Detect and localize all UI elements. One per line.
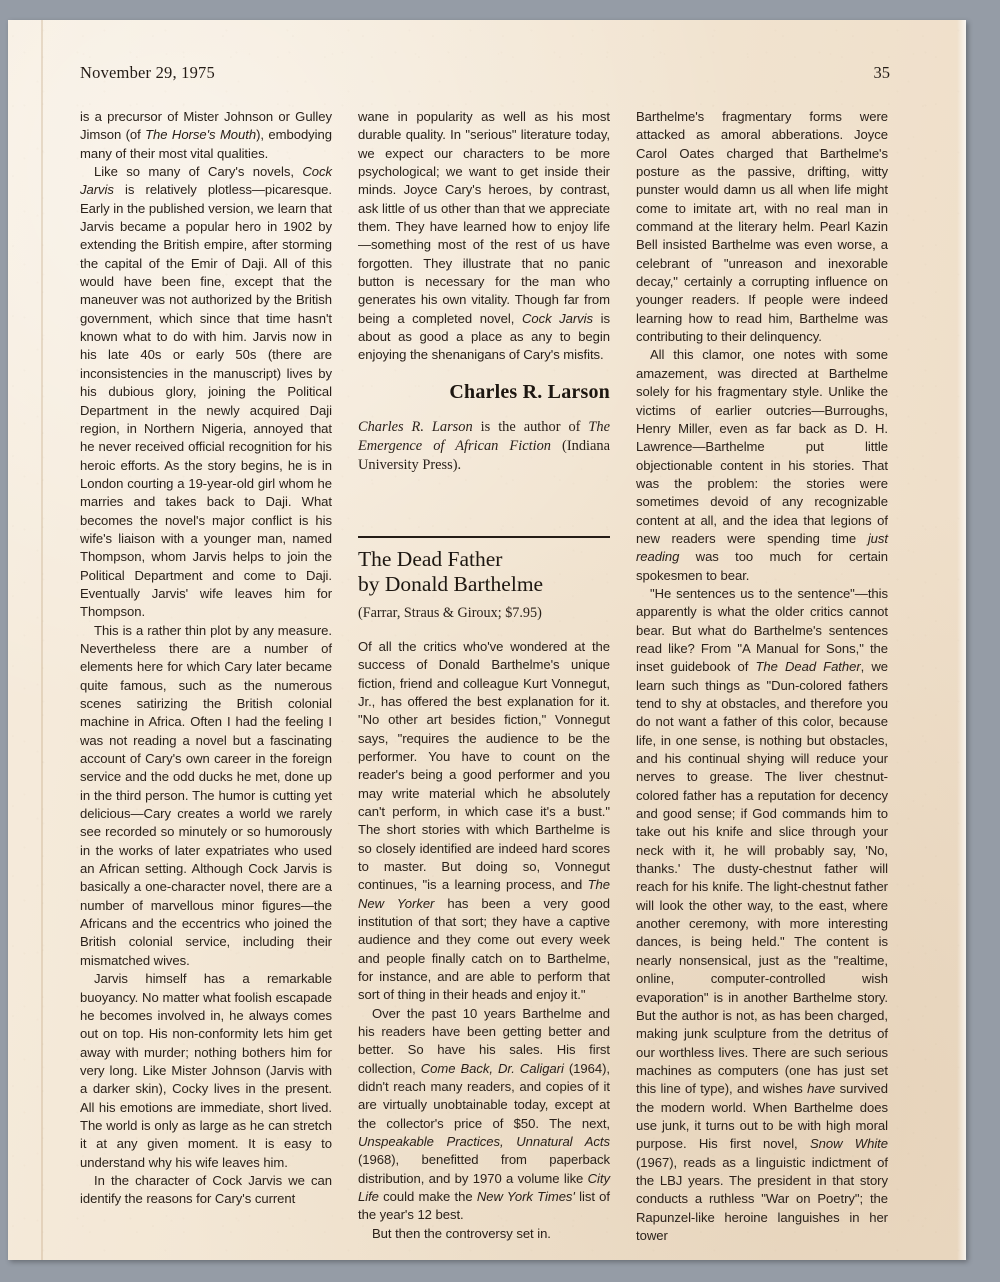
paragraph: Jarvis himself has a remarkable buoyancy. No matter what foolish escapade he becomes involved in, he always comes out on top. His non-conformity lets him get away with murder; nothing bothers him for very long. Like Mister Johnson (Jarvis with a darker skin), Cocky lives in the present. All his emotions are immediate, short lived. The world is only as large as he can stretch it at any given moment. It is easy to understand why his wife leaves him. — [80, 971, 332, 1170]
section-divider-rule — [358, 536, 610, 538]
page-number: 35 — [873, 63, 890, 82]
paragraph: "He sentences us to the sentence"—this apparently is what the older critics cannot bear. But what do Barthelme's sentences read like? From "A Manual for Sons," the inset guidebook of The Dead Father, we learn such things as "Dun-colored fathers tend to shy at obstacles, and therefore you do not want a father of this color, because life, in one sense, is nothing but obstacles, and his continual shying will reduce your nerves to grease. The liver chestnut-colored father has a reputation for decency and good sense; if God commands him to take out his knife and slice through your neck with it, he will probably say, 'No, thanks.' The dusty-chestnut father will reach for his knife. The light-chestnut father will look the other way, to the east, where another ceremony, with more interesting dances, is being held." The content is nearly nonsensical, just as the "realtime, online, computer-controlled wish evaporation" is in another Barthelme story. But the author is not, as has been charged, making junk sculpture from the detritus of our worthless lives. There are such serious machines as computers (one has just set this line of type), and wishes have survived the modern world. When Barthelme does use junk, it turns out to be with high moral purpose. His first novel, Snow White (1967), reads as a linguistic indictment of the LBJ years. The president in that story conducts a ruthless "War on Poetry"; the Rapunzel-like heroine languishes in her tower — [636, 585, 888, 1243]
article-columns — [80, 108, 890, 1243]
paragraph: In the character of Cock Jarvis we can identify the reasons for Cary's current — [80, 1172, 332, 1207]
paragraph: This is a rather thin plot by any measure. Nevertheless there are a number of elements here for which Cary later became quite famous, such as the numerous scenes satirizing the British colonial machine in Africa. Often I had the feeling I was not reading a novel but a fascinating account of Cary's own career in the foreign service and the odd ducks he met, done up in the third person. The humor is cutting yet delicious—Cary creates a world we rarely see recorded so minutely or so humorously in the works of later expatriates who used an African setting. Although Cock Jarvis is basically a one-character novel, there are a number of marvellous minor figures—the Africans and the eccentrics who joined the British colonial service, including their mismatched wives. — [80, 622, 332, 968]
article-byline: Charles R. Larson — [449, 380, 610, 403]
paragraph: Barthelme's fragmentary forms were attacked as amoral abberations. Joyce Carol Oates charged that Barthelme's posture as the passive, drifting, witty punster would damn us all when life might come to imitate art, with no real man in command at the literary helm. Pearl Kazin Bell insisted Barthelme was even worse, a celebrant of "unreason and inexorable decay," certainly a corrupting influence on younger readers. If people were indeed learning how to read him, Barthelme was contributing to their delinquency. — [636, 109, 888, 345]
text-column-two — [358, 108, 611, 1241]
review-title — [358, 547, 610, 598]
paragraph: Of all the critics who've wondered at the success of Donald Barthelme's unique fiction, friend and colleague Kurt Vonnegut, Jr., has offered the best explanation for it. "No other art besides fiction," Vonnegut says, "requires the audience to be the performer. You have to count on the reader's being a good performer and you may write material which he absolutely can't perform, in which case it's a bust." The short stories with which Barthelme is so closely identified are indeed hard scores to master. But doing so, Vonnegut continues, "is a learning process, and The New Yorker has been a very good institution of that sort; they have a captive audience and they come out every week and people finally catch on to Barthelme, for instance, and are able to perform that sort of thing in their heads and enjoy it." — [358, 638, 610, 1003]
paragraph: wane in popularity as well as his most durable quality. In "serious" literature today, we expect our characters to be more psychological; we want to get inside their minds. Joyce Cary's heroes, by contrast, ask little of us other than that we appreciate them. They have learned how to enjoy life—something most of the rest of us have forgotten. They illustrate that no panic button is necessary for the man who generates his own vitality. Though far from being a completed novel, Cock Jarvis is about as good a place as any to begin enjoying the shenanigans of Cary's misfits. — [358, 109, 610, 363]
page-fold-line — [41, 20, 43, 1260]
paragraph: Like so many of Cary's novels, Cock Jarvis is relatively plotless—picaresque. Early in the published version, we learn that Jarvis became a popular hero in 1902 by extending the British empire, after storming the capital of the Emir of Daji. All of this would have been fine, except that the maneuver was not authorized by the British government, which since that time hasn't known what to do with him. Jarvis now in his late 40s or early 50s (there are inconsistencies in the manuscript) lives by his dubious glory, joining the Political Department in the newly acquired Daji region, in Northern Nigeria, annoyed that he never received official recognition for his heroic efforts. As the story begins, he is in London courting a 19-year-old girl whom he marries and takes back to Daji. What becomes the novel's major conflict is his wife's liaison with a younger man, named Thompson, whom Jarvis helps to join the Political Department and come to Daji. Eventually Jarvis' wife leaves him for Thompson. — [80, 164, 332, 620]
page-edge-shadow — [957, 20, 966, 1260]
text-column-three — [636, 108, 888, 1243]
paragraph: All this clamor, one notes with some amazement, was directed at Barthelme solely for his fragmentary style. Unlike the victims of earlier outcries—Burroughs, Henry Miller, even as far back as D. H. Lawrence—Barthelme put little objectionable content in his stories. That was the problem: the stories were sometimes devoid of any recognizable content at all, and the idea that legions of new readers were spending time just reading was too much for certain spokesmen to bear. — [636, 347, 888, 583]
running-head — [80, 63, 890, 83]
paragraph: But then the controversy set in. — [372, 1225, 551, 1241]
text-column-one — [80, 108, 332, 1238]
paragraph: is a precursor of Mister Johnson or Gulley Jimson (of The Horse's Mouth), embodying many of their most vital qualities. — [80, 109, 332, 161]
review-imprint: (Farrar, Straus & Giroux; $7.95) — [358, 604, 542, 621]
issue-date: November 29, 1975 — [80, 63, 215, 82]
page-sheet — [8, 20, 966, 1260]
paragraph: Over the past 10 years Barthelme and his readers have been getting better and better. So have his sales. His first collection, Come Back, Dr. Caligari (1964), didn't reach many readers, and copies of it are virtually unobtainable today, except at the collector's price of $50. The next, Unspeakable Practices, Unnatural Acts (1968), benefitted from paperback distribution, and by 1970 a volume like City Life could make the New York Times' list of the year's 12 best. — [358, 1005, 611, 1223]
review-title-line-one: The Dead Father — [358, 546, 503, 571]
review-title-line-two: by Donald Barthelme — [358, 572, 544, 597]
author-bio: Charles R. Larson is the author of The Emergence of African Fiction (Indiana University Press). — [358, 418, 610, 473]
